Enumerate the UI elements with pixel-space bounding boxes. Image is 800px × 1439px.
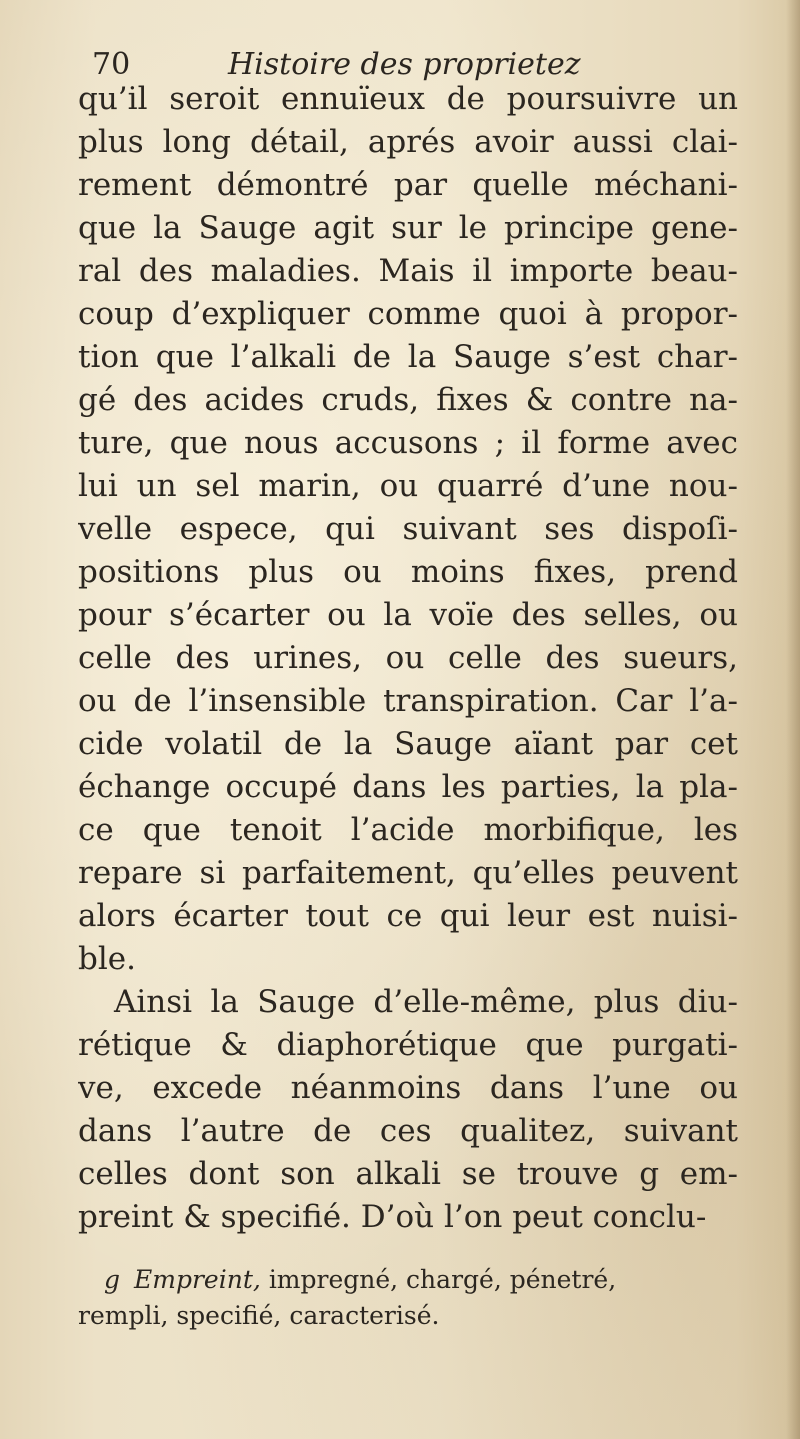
text-line: ture, que nous accusons ; il forme avec <box>78 425 738 461</box>
text-line: cide volatil de la Sauge aïant par cet <box>78 726 738 762</box>
page-gutter-shadow <box>786 0 800 1439</box>
footnote-term: Empreint, <box>134 1265 261 1294</box>
text-line: ou de l’insensible transpiration. Car l’a- <box>78 683 738 719</box>
text-line: positions plus ou moins fixes, prend <box>78 554 738 590</box>
text-line: dans l’autre de ces qualitez, suivant <box>78 1113 738 1149</box>
text-line: lui un sel marin, ou quarré d’une nou- <box>78 468 738 504</box>
footnote-line <box>78 1262 738 1298</box>
text-line: que la Sauge agit sur le principe gene- <box>78 210 738 246</box>
text-line: ral des maladies. Mais il importe beau- <box>78 253 738 289</box>
text-line: tion que l’alkali de la Sauge s’est char- <box>78 339 738 375</box>
text-line: celles dont son alkali se trouve g em- <box>78 1156 738 1192</box>
text-line: ve, excede néanmoins dans l’une ou <box>78 1070 738 1106</box>
text-line: preint & specifié. D’où l’on peut conclu- <box>78 1199 707 1235</box>
text-line: coup d’expliquer comme quoi à propor- <box>78 296 738 332</box>
footnote <box>78 1262 738 1334</box>
text-line-paragraph-start: Ainsi la Sauge d’elle-même, plus diu- <box>114 984 738 1020</box>
text-line: échange occupé dans les parties, la pla- <box>78 769 738 805</box>
text-line: alors écarter tout ce qui leur est nuisi- <box>78 898 738 934</box>
page-number: 70 <box>92 47 131 82</box>
footnote-mark: g <box>104 1265 121 1294</box>
text-line: plus long détail, aprés avoir aussi clai- <box>78 124 738 160</box>
footnote-text: impregné, chargé, pénetré, <box>268 1265 617 1294</box>
text-line: repare si parfaitement, qu’elles peuvent <box>78 855 738 891</box>
footnote-line: rempli, specifié, caracterisé. <box>78 1301 440 1330</box>
running-title: Histoire des proprietez <box>228 47 581 82</box>
text-line: ce que tenoit l’acide morbifique, les <box>78 812 738 848</box>
text-line: gé des acides cruds, fixes & contre na- <box>78 382 738 418</box>
text-line: velle espece, qui suivant ses dispoſi- <box>78 511 738 547</box>
text-line: pour s’écarter ou la voïe des selles, ou <box>78 597 738 633</box>
text-line: rétique & diaphorétique que purgati- <box>78 1027 738 1063</box>
body-text <box>78 78 738 1239</box>
text-line: qu’il seroit ennuïeux de poursuivre un <box>78 81 738 117</box>
text-line: celle des urines, ou celle des sueurs, <box>78 640 738 676</box>
text-line: rement démontré par quelle méchani- <box>78 167 738 203</box>
text-line: ble. <box>78 941 136 977</box>
